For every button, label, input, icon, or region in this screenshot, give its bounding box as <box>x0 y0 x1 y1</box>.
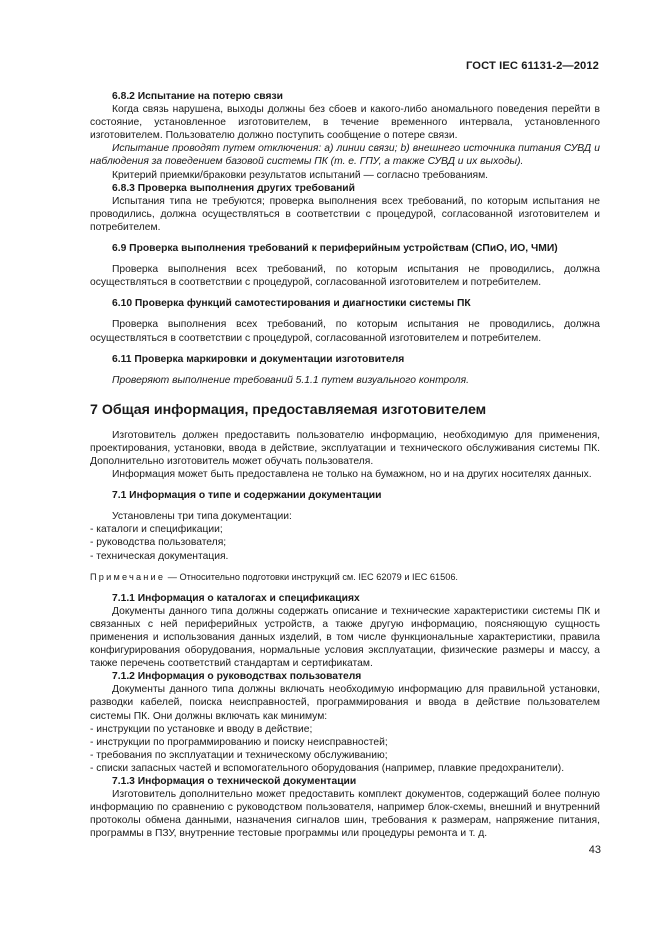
section-7-1-title: 7.1 Информация о типе и содержании документации <box>112 490 382 502</box>
section-6-8-3-title: 6.8.3 Проверка выполнения других требований <box>112 182 355 194</box>
manual-contents-list <box>90 723 600 775</box>
paragraph: Когда связь нарушена, выходы должны без сбоев и какого-либо аномального поведения перейти в состояние, установленное изготовителем, в течение временного интервала, установленного изготовителем. Пользователю должно поступить сообщение о потере связи. <box>90 104 600 142</box>
paragraph: Проверка выполнения всех требований, по которым испытания не проводились, должна осуществляться в соответствии с процедурой, согласованной изготовителем и потребителем. <box>90 319 600 344</box>
paragraph: Информация может быть предоставлена не только на бумажном, но и на других носителях данных. <box>112 469 592 481</box>
section-6-8-2-title: 6.8.2 Испытание на потерю связи <box>112 91 283 102</box>
document-header: ГОСТ IEC 61131-2—2012 <box>465 60 599 72</box>
section-7-1-1-title: 7.1.1 Информация о каталогах и спецификациях <box>112 592 360 604</box>
paragraph: Критерий приемки/браковки результатов испытаний — согласно требованиям. <box>112 169 489 181</box>
list-item: - требования по эксплуатации и техническому обслуживанию; <box>90 749 388 761</box>
note-text: — Относительно подготовки инструкций см. IEC 62079 и IEC 61506. <box>165 571 458 582</box>
paragraph: Испытание проводят путем отключения: a) линии связи; b) внешнего источника питания СУВД и наблюдения за поведением базовой системы ПК (т. е. ГПУ, а также СУВД и их выходы). <box>90 143 600 168</box>
page-content <box>90 90 600 841</box>
section-7-1-3-title: 7.1.3 Информация о технической документации <box>112 776 357 788</box>
note-label: Примечание <box>90 571 166 582</box>
list-item: - техническая документация. <box>90 550 229 562</box>
page-number: 43 <box>588 844 601 856</box>
paragraph: Испытания типа не требуются; проверка выполнения всех требований, по которым испытания не проводились, должна осуществляться в соответствии с процедурой, согласованной изготовителем и потребителем. <box>90 195 600 233</box>
note <box>90 571 600 584</box>
list-item: - каталоги и спецификации; <box>90 524 223 536</box>
list-item: - списки запасных частей и вспомогательного оборудования (например, плавкие предохранители). <box>90 762 565 774</box>
list-item: - руководства пользователя; <box>90 537 227 549</box>
paragraph: Документы данного типа должны содержать описание и технические характеристики системы ПК и связанных с ней периферийных устройств, а также другую информацию, поясняющую сущность применения и использования данных изделий, в том числе функциональные характеристики, правила конфигурирования оборудования, нормальные условия эксплуатации, физические размеры и массу, а также перечень соответствий стандартам и сертификатам. <box>90 605 600 670</box>
paragraph: Установлены три типа документации: <box>112 511 292 523</box>
section-7-1-2-title: 7.1.2 Информация о руководствах пользователя <box>112 671 362 683</box>
list-item: - инструкции по установке и вводу в действие; <box>90 723 313 735</box>
list-item: - инструкции по программированию и поиску неисправностей; <box>90 736 388 748</box>
paragraph: Изготовитель должен предоставить пользователю информацию, необходимую для применения, проектирования, установки, ввода в действие, эксплуатации и технического обслуживания системы ПК. Дополнительно изготовитель может обучать пользователя. <box>90 429 600 467</box>
section-6-9-title: 6.9 Проверка выполнения требований к периферийным устройствам (СПиО, ИО, ЧМИ) <box>112 243 558 255</box>
section-7-title: 7 Общая информация, предоставляемая изготовителем <box>90 401 487 418</box>
paragraph: Документы данного типа должны включать необходимую информацию для правильной установки, разводки кабелей, поиска неисправностей, программирования и ввода в действие пользователем системы ПК. Они должны включать как минимум: <box>90 684 600 722</box>
doc-types-list <box>90 523 600 562</box>
paragraph: Изготовитель дополнительно может предоставить комплект документов, содержащий более полную информацию по сравнению с руководством пользователя, например блок-схемы, внешний и внутренний протоколы обмена данными, назначения сигналов шин, требования к размерам, напряжение питания, программы в ПЗУ, внутренние тестовые программы или процедуры ремонта и т. д. <box>90 789 600 840</box>
paragraph: Проверка выполнения всех требований, по которым испытания не проводились, должна осуществляться в соответствии с процедурой, согласованной изготовителем и потребителем. <box>90 264 600 289</box>
section-6-10-title: 6.10 Проверка функций самотестирования и диагностики системы ПК <box>112 298 471 310</box>
section-6-11-title: 6.11 Проверка маркировки и документации изготовителя <box>112 353 405 365</box>
paragraph: Проверяют выполнение требований 5.1.1 путем визуального контроля. <box>112 374 469 386</box>
